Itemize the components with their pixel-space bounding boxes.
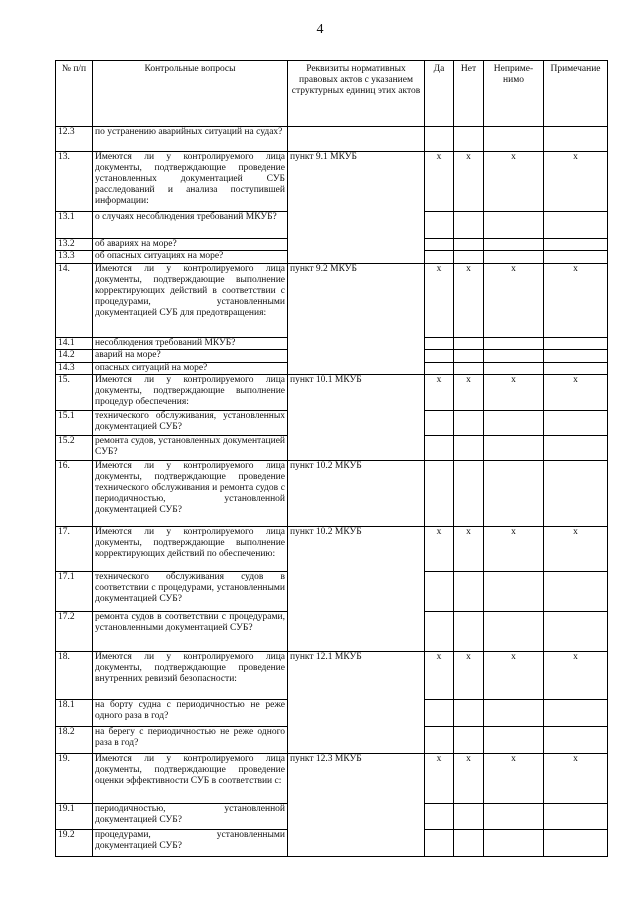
question-text: аварий на море? bbox=[93, 350, 288, 363]
row-number: 16. bbox=[56, 461, 93, 527]
not-applicable-cell bbox=[484, 804, 544, 830]
yes-cell bbox=[425, 363, 454, 375]
note-cell bbox=[544, 212, 608, 239]
not-applicable-cell bbox=[484, 727, 544, 754]
question-text: об авариях на море? bbox=[93, 239, 288, 251]
yes-cell bbox=[425, 436, 454, 461]
not-applicable-cell bbox=[484, 363, 544, 375]
note-cell bbox=[544, 727, 608, 754]
not-applicable-cell bbox=[484, 212, 544, 239]
no-cell bbox=[454, 436, 484, 461]
question-text: по устранению аварийных ситуаций на судах? bbox=[93, 127, 288, 152]
note-cell: x bbox=[544, 652, 608, 700]
no-cell bbox=[454, 212, 484, 239]
question-text: технического обслуживания, установленных документацией СУБ? bbox=[93, 411, 288, 436]
not-applicable-cell bbox=[484, 700, 544, 727]
yes-cell: x bbox=[425, 264, 454, 338]
not-applicable-cell: x bbox=[484, 754, 544, 804]
no-cell: x bbox=[454, 375, 484, 411]
question-text: Имеются ли у контролируемого лица документы, подтверждающие проведение внутренних ревизий безопасности: bbox=[93, 652, 288, 700]
not-applicable-cell bbox=[484, 350, 544, 363]
no-cell bbox=[454, 612, 484, 652]
yes-cell bbox=[425, 700, 454, 727]
note-cell bbox=[544, 411, 608, 436]
row-number: 13.2 bbox=[56, 239, 93, 251]
row-number: 13.3 bbox=[56, 251, 93, 264]
yes-cell: x bbox=[425, 152, 454, 212]
table-row bbox=[56, 127, 608, 152]
header-no: Нет bbox=[454, 61, 484, 127]
yes-cell bbox=[425, 727, 454, 754]
not-applicable-cell bbox=[484, 436, 544, 461]
question-text: Имеются ли у контролируемого лица документы, подтверждающие выполнение корректирующих действий в соответствии с процедурами, установленными документацией СУБ для предотвращения: bbox=[93, 264, 288, 338]
note-cell bbox=[544, 338, 608, 350]
row-number: 19. bbox=[56, 754, 93, 804]
requisites-cell: пункт 10.2 МКУБ bbox=[288, 527, 425, 652]
question-text: технического обслуживания судов в соответствии с процедурами, установленными документацией СУБ? bbox=[93, 572, 288, 612]
no-cell bbox=[454, 572, 484, 612]
question-text: о случаях несоблюдения требований МКУБ? bbox=[93, 212, 288, 239]
no-cell: x bbox=[454, 754, 484, 804]
not-applicable-cell bbox=[484, 411, 544, 436]
not-applicable-cell bbox=[484, 461, 544, 527]
note-cell bbox=[544, 572, 608, 612]
note-cell bbox=[544, 700, 608, 727]
row-number: 17.2 bbox=[56, 612, 93, 652]
question-text: процедурами, установленными документацией СУБ? bbox=[93, 830, 288, 857]
row-number: 18. bbox=[56, 652, 93, 700]
yes-cell bbox=[425, 251, 454, 264]
note-cell: x bbox=[544, 264, 608, 338]
no-cell bbox=[454, 700, 484, 727]
not-applicable-cell: x bbox=[484, 152, 544, 212]
question-text: опасных ситуаций на море? bbox=[93, 363, 288, 375]
row-number: 14.3 bbox=[56, 363, 93, 375]
not-applicable-cell: x bbox=[484, 652, 544, 700]
header-requisites: Реквизиты нормативных правовых актов с указанием структурных единиц этих актов bbox=[288, 61, 425, 127]
row-number: 13.1 bbox=[56, 212, 93, 239]
yes-cell bbox=[425, 127, 454, 152]
question-text: на берегу с периодичностью не реже одного раза в год? bbox=[93, 727, 288, 754]
note-cell: x bbox=[544, 754, 608, 804]
table-row bbox=[56, 754, 608, 804]
yes-cell: x bbox=[425, 652, 454, 700]
no-cell bbox=[454, 727, 484, 754]
row-number: 15. bbox=[56, 375, 93, 411]
row-number: 14. bbox=[56, 264, 93, 338]
no-cell bbox=[454, 363, 484, 375]
table-row bbox=[56, 375, 608, 411]
not-applicable-cell: x bbox=[484, 375, 544, 411]
note-cell bbox=[544, 127, 608, 152]
not-applicable-cell: x bbox=[484, 527, 544, 572]
yes-cell bbox=[425, 804, 454, 830]
table-body bbox=[56, 127, 608, 857]
yes-cell: x bbox=[425, 754, 454, 804]
table-row bbox=[56, 527, 608, 572]
question-text: Имеются ли у контролируемого лица документы, подтверждающие проведение технического обслуживания и ремонта судов с периодичностью, установленной документацией СУБ? bbox=[93, 461, 288, 527]
requisites-cell: пункт 10.1 МКУБ bbox=[288, 375, 425, 461]
requisites-cell: пункт 9.2 МКУБ bbox=[288, 264, 425, 375]
row-number: 19.1 bbox=[56, 804, 93, 830]
table-row bbox=[56, 652, 608, 700]
no-cell bbox=[454, 338, 484, 350]
note-cell bbox=[544, 350, 608, 363]
question-text: периодичностью, установленной документацией СУБ? bbox=[93, 804, 288, 830]
page-number: 4 bbox=[316, 22, 324, 37]
row-number: 19.2 bbox=[56, 830, 93, 857]
yes-cell bbox=[425, 830, 454, 857]
note-cell bbox=[544, 830, 608, 857]
header-yes: Да bbox=[425, 61, 454, 127]
not-applicable-cell bbox=[484, 572, 544, 612]
no-cell bbox=[454, 804, 484, 830]
note-cell bbox=[544, 239, 608, 251]
note-cell: x bbox=[544, 527, 608, 572]
no-cell bbox=[454, 830, 484, 857]
note-cell bbox=[544, 461, 608, 527]
header-question: Контрольные вопросы bbox=[93, 61, 288, 127]
no-cell bbox=[454, 411, 484, 436]
not-applicable-cell bbox=[484, 127, 544, 152]
note-cell bbox=[544, 436, 608, 461]
question-text: несоблюдения требований МКУБ? bbox=[93, 338, 288, 350]
no-cell: x bbox=[454, 652, 484, 700]
row-number: 17.1 bbox=[56, 572, 93, 612]
header-row bbox=[56, 61, 608, 127]
yes-cell bbox=[425, 461, 454, 527]
not-applicable-cell bbox=[484, 239, 544, 251]
yes-cell bbox=[425, 338, 454, 350]
question-text: Имеются ли у контролируемого лица документы, подтверждающие проведение оценки эффективности СУБ в соответствии с: bbox=[93, 754, 288, 804]
row-number: 14.2 bbox=[56, 350, 93, 363]
yes-cell bbox=[425, 572, 454, 612]
note-cell bbox=[544, 251, 608, 264]
table-row bbox=[56, 461, 608, 527]
not-applicable-cell bbox=[484, 612, 544, 652]
question-text: Имеются ли у контролируемого лица документы, подтверждающие проведение установленных документацией СУБ расследований и анализа поступившей информации: bbox=[93, 152, 288, 212]
note-cell bbox=[544, 363, 608, 375]
yes-cell: x bbox=[425, 375, 454, 411]
requisites-cell: пункт 12.3 МКУБ bbox=[288, 754, 425, 857]
yes-cell bbox=[425, 239, 454, 251]
question-text: Имеются ли у контролируемого лица документы, подтверждающие выполнение корректирующих действий по обеспечению: bbox=[93, 527, 288, 572]
not-applicable-cell bbox=[484, 338, 544, 350]
requisites-cell: пункт 12.1 МКУБ bbox=[288, 652, 425, 754]
no-cell bbox=[454, 350, 484, 363]
requisites-cell bbox=[288, 127, 425, 152]
not-applicable-cell bbox=[484, 830, 544, 857]
header-not-applicable: Неприме- нимо bbox=[484, 61, 544, 127]
row-number: 12.3 bbox=[56, 127, 93, 152]
yes-cell bbox=[425, 350, 454, 363]
row-number: 14.1 bbox=[56, 338, 93, 350]
question-text: ремонта судов в соответствии с процедурами, установленными документацией СУБ? bbox=[93, 612, 288, 652]
not-applicable-cell: x bbox=[484, 264, 544, 338]
table-row bbox=[56, 264, 608, 338]
row-number: 18.2 bbox=[56, 727, 93, 754]
question-text: Имеются ли у контролируемого лица документы, подтверждающие выполнение процедур обеспечения: bbox=[93, 375, 288, 411]
row-number: 15.2 bbox=[56, 436, 93, 461]
row-number: 13. bbox=[56, 152, 93, 212]
no-cell bbox=[454, 251, 484, 264]
requisites-cell: пункт 9.1 МКУБ bbox=[288, 152, 425, 264]
row-number: 17. bbox=[56, 527, 93, 572]
no-cell: x bbox=[454, 527, 484, 572]
no-cell bbox=[454, 239, 484, 251]
no-cell bbox=[454, 127, 484, 152]
row-number: 15.1 bbox=[56, 411, 93, 436]
question-text: на борту судна с периодичностью не реже одного раза в год? bbox=[93, 700, 288, 727]
yes-cell bbox=[425, 212, 454, 239]
not-applicable-cell bbox=[484, 251, 544, 264]
table-row bbox=[56, 152, 608, 212]
yes-cell bbox=[425, 612, 454, 652]
no-cell: x bbox=[454, 264, 484, 338]
no-cell bbox=[454, 461, 484, 527]
note-cell bbox=[544, 804, 608, 830]
checklist-table bbox=[55, 60, 608, 857]
row-number: 18.1 bbox=[56, 700, 93, 727]
note-cell: x bbox=[544, 152, 608, 212]
header-num: № п/п bbox=[56, 61, 93, 127]
note-cell bbox=[544, 612, 608, 652]
no-cell: x bbox=[454, 152, 484, 212]
note-cell: x bbox=[544, 375, 608, 411]
question-text: об опасных ситуациях на море? bbox=[93, 251, 288, 264]
requisites-cell: пункт 10.2 МКУБ bbox=[288, 461, 425, 527]
header-note: Примечание bbox=[544, 61, 608, 127]
yes-cell bbox=[425, 411, 454, 436]
yes-cell: x bbox=[425, 527, 454, 572]
question-text: ремонта судов, установленных документацией СУБ? bbox=[93, 436, 288, 461]
